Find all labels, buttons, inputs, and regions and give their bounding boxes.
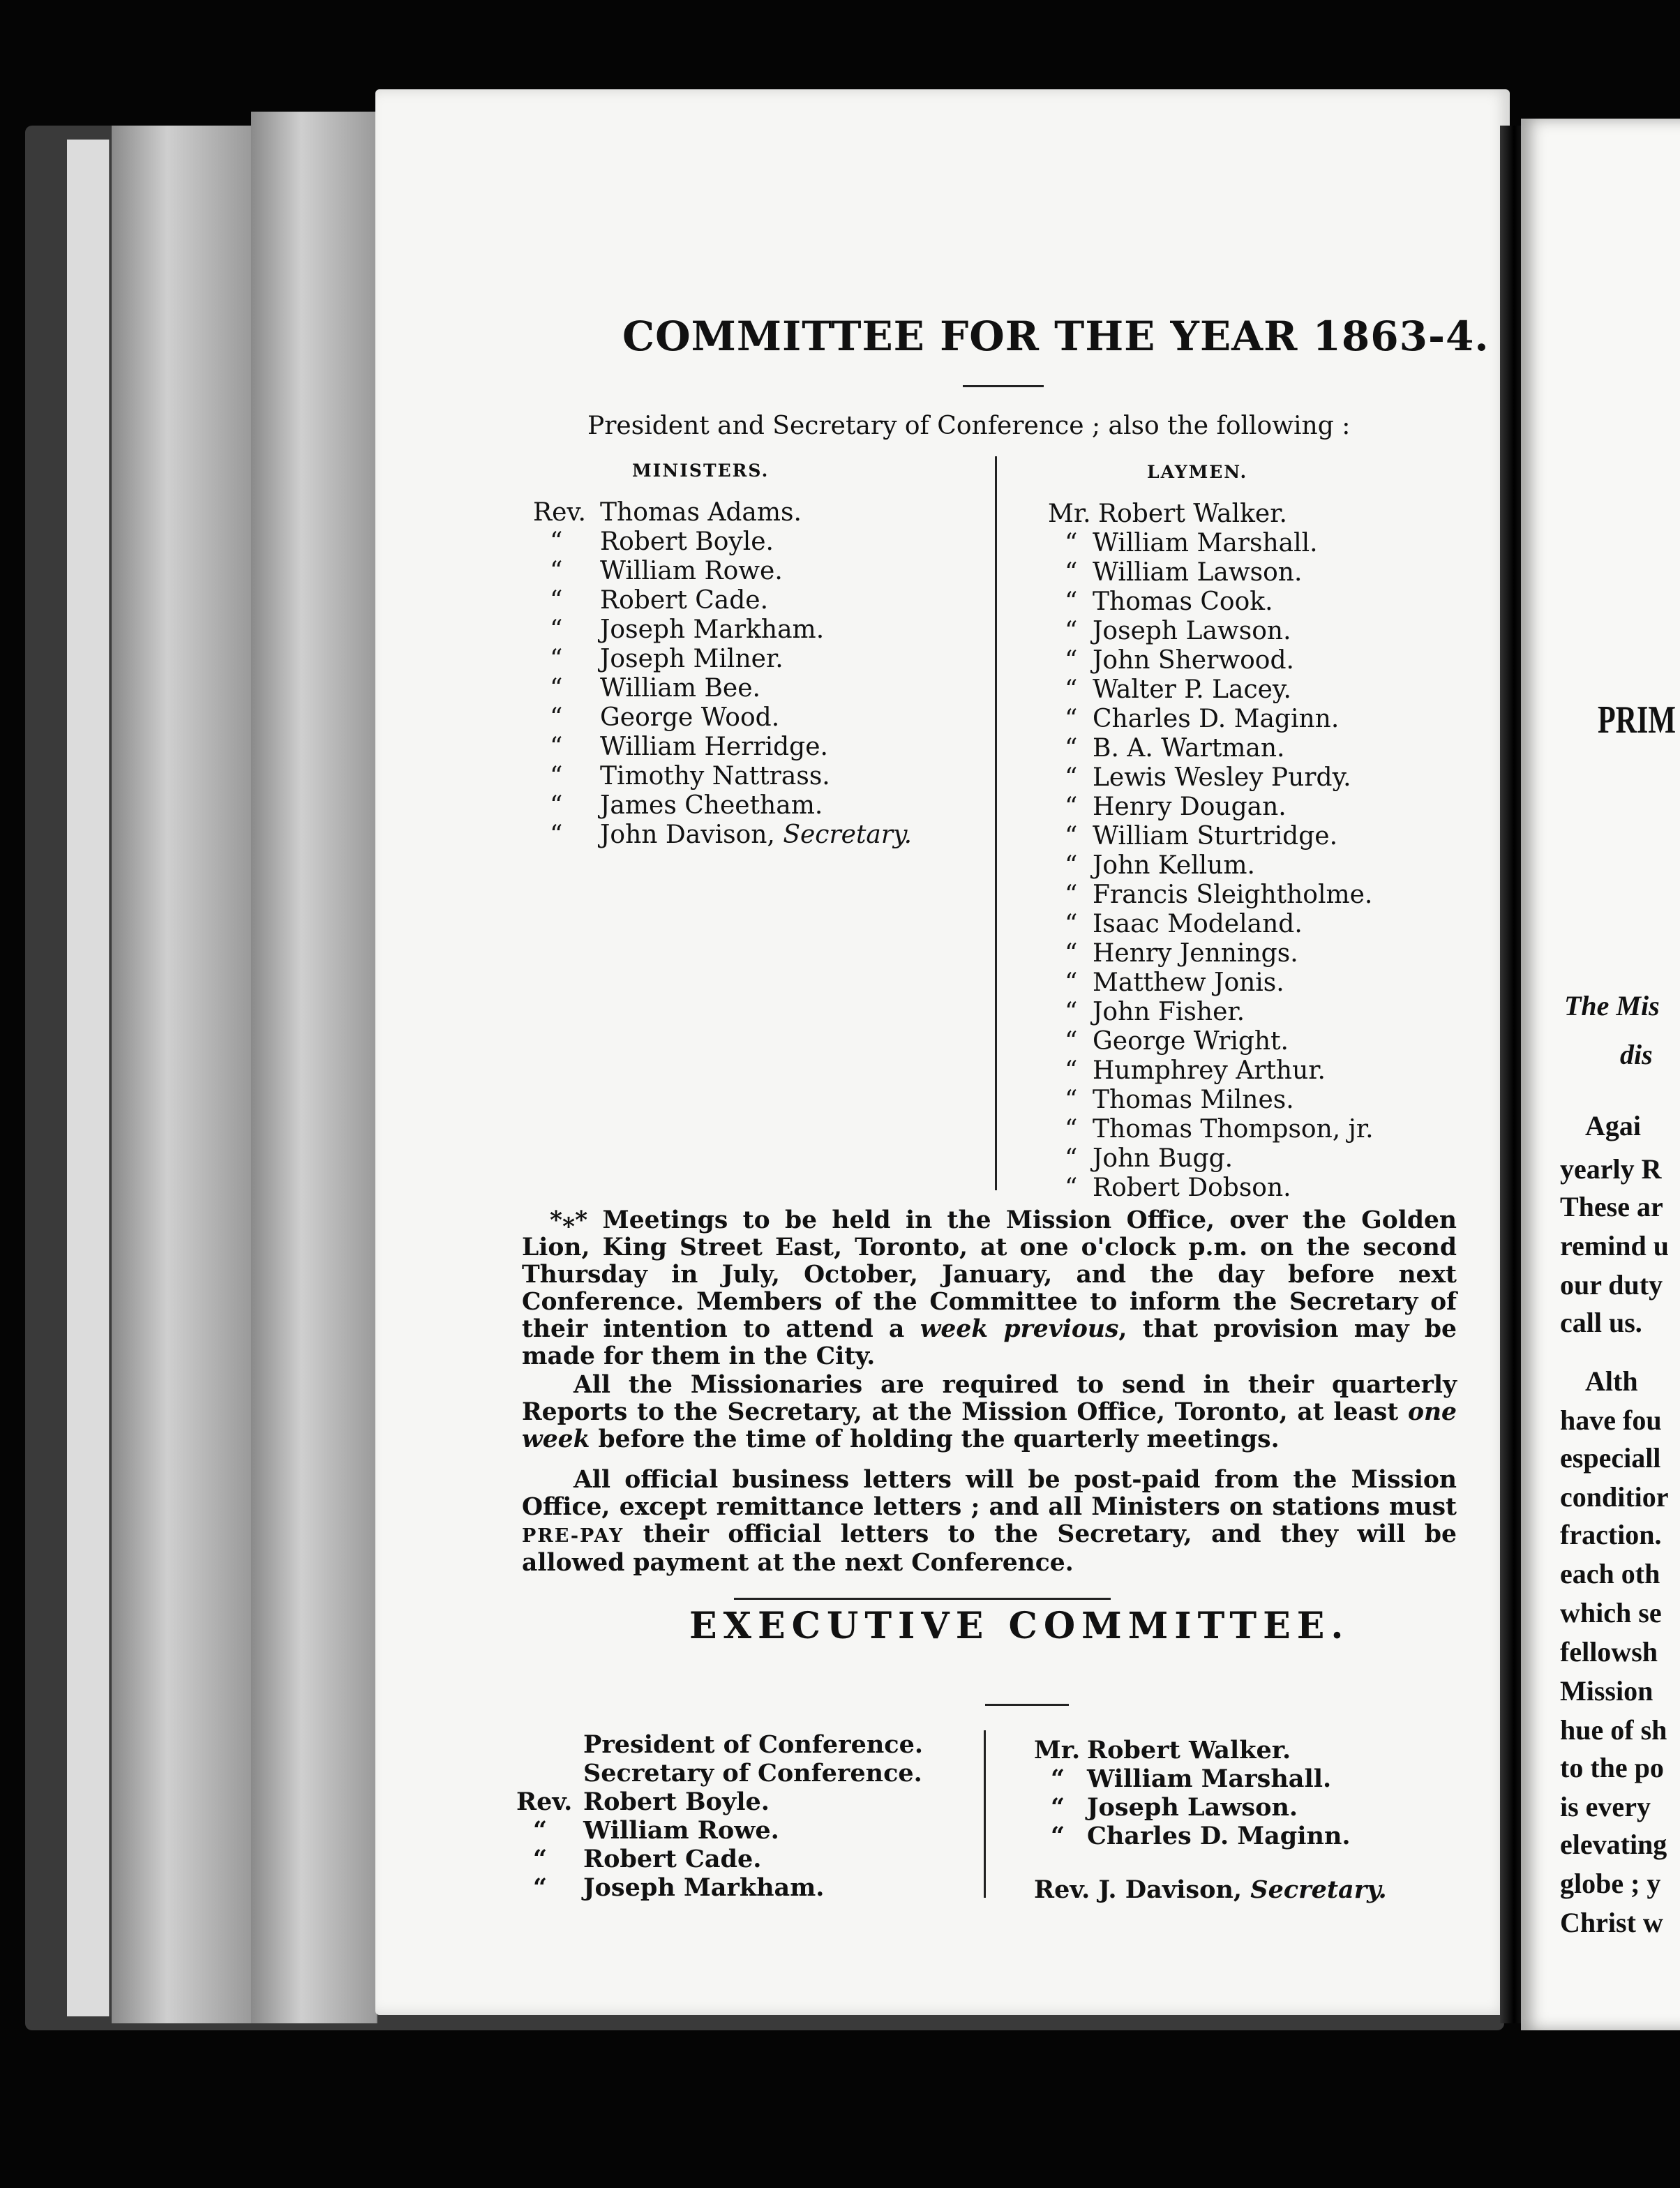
reports-text-1: All the Missionaries are required to send in their quarterly Reports to the Secretary, at the Mission Office, Toronto, at least xyxy=(522,1371,1457,1426)
executive-rule xyxy=(985,1704,1069,1706)
layman-prefix: “ xyxy=(1065,1086,1078,1114)
layman-prefix: Mr. xyxy=(1048,500,1091,528)
meetings-text-3: , that provision may be made for them in the City. xyxy=(522,1315,1457,1370)
layman-item xyxy=(1048,822,1374,851)
executive-left-item xyxy=(516,1788,923,1816)
layman-prefix: “ xyxy=(1065,822,1078,851)
right-page-line: which se xyxy=(1560,1597,1662,1628)
layman-item xyxy=(1048,851,1374,881)
layman-name: Henry Jennings. xyxy=(1093,939,1298,968)
layman-name: William Marshall. xyxy=(1093,529,1318,557)
executive-right-list xyxy=(1034,1736,1351,1850)
layman-item xyxy=(1048,529,1374,558)
executive-left-name: Robert Cade. xyxy=(583,1845,762,1873)
executive-left-item xyxy=(516,1873,923,1902)
layman-item xyxy=(1048,998,1374,1027)
minister-item xyxy=(533,645,912,674)
minister-prefix: “ xyxy=(550,791,563,820)
layman-prefix: “ xyxy=(1065,939,1078,968)
executive-secretary-name: Rev. J. Davison, xyxy=(1034,1875,1243,1904)
executive-right-name: Robert Walker. xyxy=(1087,1736,1291,1764)
meetings-text-1: Meetings to be held in the Mission Office, over the Golden Lion, King Street East, Toronto, at one o'clock p.m. on the second Thursday in July, October, January, and the day before next Conference. Members of the Committee to inform the Secretary of their intention to attend a xyxy=(522,1206,1457,1343)
right-page-line: Alth xyxy=(1585,1365,1638,1397)
executive-title: EXECUTIVE COMMITTEE. xyxy=(689,1605,1350,1647)
executive-left-name: Secretary of Conference. xyxy=(583,1759,922,1788)
layman-item xyxy=(1048,881,1374,910)
minister-prefix: “ xyxy=(550,703,563,732)
minister-prefix: “ xyxy=(550,557,563,585)
layman-item xyxy=(1048,763,1374,793)
minister-name: William Rowe. xyxy=(600,557,783,585)
right-page-line: globe ; y xyxy=(1560,1868,1661,1899)
layman-name: Henry Dougan. xyxy=(1093,793,1287,821)
page-title: COMMITTEE FOR THE YEAR 1863-4. xyxy=(622,313,1490,360)
executive-right-name: Joseph Lawson. xyxy=(1087,1793,1298,1822)
layman-prefix: “ xyxy=(1065,675,1078,704)
layman-name: John Bugg. xyxy=(1093,1144,1233,1173)
layman-name: Francis Sleightholme. xyxy=(1093,881,1373,909)
minister-prefix: “ xyxy=(550,645,563,673)
executive-right-prefix: “ xyxy=(1051,1764,1065,1793)
layman-item xyxy=(1048,705,1374,734)
right-page-line: to the po xyxy=(1560,1752,1664,1783)
right-page-line: Agai xyxy=(1585,1110,1641,1141)
reports-note xyxy=(522,1372,1457,1453)
layman-name: Robert Walker. xyxy=(1098,500,1287,528)
letters-text-3: their official letters to the Secretary, and they will be allowed payment at the next Conference. xyxy=(522,1520,1457,1577)
meetings-note xyxy=(522,1207,1457,1370)
ministers-list xyxy=(533,498,912,850)
executive-right-name: William Marshall. xyxy=(1087,1764,1332,1793)
layman-name: Robert Dobson. xyxy=(1093,1174,1291,1202)
minister-prefix: “ xyxy=(550,586,563,615)
minister-prefix: “ xyxy=(550,820,563,849)
layman-item xyxy=(1048,1086,1374,1115)
layman-prefix: “ xyxy=(1065,587,1078,616)
layman-name: William Sturtridge. xyxy=(1093,822,1338,851)
layman-prefix: “ xyxy=(1065,1174,1078,1202)
layman-name: B. A. Wartman. xyxy=(1093,734,1285,763)
layman-prefix: “ xyxy=(1065,763,1078,792)
executive-left-prefix: “ xyxy=(533,1816,548,1845)
executive-left-name: Joseph Markham. xyxy=(583,1873,825,1902)
layman-prefix: “ xyxy=(1065,734,1078,763)
layman-name: George Wright. xyxy=(1093,1027,1289,1056)
executive-right-name: Charles D. Maginn. xyxy=(1087,1822,1351,1850)
minister-prefix: “ xyxy=(550,527,563,556)
executive-divider xyxy=(984,1730,986,1898)
layman-item xyxy=(1048,675,1374,705)
minister-prefix: “ xyxy=(550,762,563,790)
executive-left-name: Robert Boyle. xyxy=(583,1788,770,1816)
layman-name: Matthew Jonis. xyxy=(1093,968,1284,997)
laymen-list xyxy=(1048,500,1374,1203)
reports-text-2: one week xyxy=(522,1398,1457,1453)
layman-item xyxy=(1048,587,1374,617)
right-page-line: These ar xyxy=(1560,1191,1663,1222)
layman-item xyxy=(1048,793,1374,822)
layman-prefix: “ xyxy=(1065,617,1078,645)
meetings-text-2: week previous xyxy=(920,1315,1119,1343)
right-page-line: fraction. xyxy=(1560,1519,1662,1550)
executive-left-item xyxy=(516,1759,923,1788)
executive-right-item xyxy=(1034,1764,1351,1793)
minister-item xyxy=(533,820,912,850)
minister-name: George Wood. xyxy=(600,703,780,732)
executive-right-prefix: “ xyxy=(1051,1793,1065,1822)
minister-item xyxy=(533,586,912,615)
layman-item xyxy=(1048,1027,1374,1056)
layman-item xyxy=(1048,500,1374,529)
minister-name: William Bee. xyxy=(600,674,760,703)
minister-item xyxy=(533,703,912,733)
minister-item xyxy=(533,615,912,645)
minister-name: Joseph Markham. xyxy=(600,615,825,644)
layman-prefix: “ xyxy=(1065,529,1078,557)
layman-prefix: “ xyxy=(1065,851,1078,880)
layman-item xyxy=(1048,1174,1374,1203)
executive-left-name: William Rowe. xyxy=(583,1816,779,1845)
minister-item xyxy=(533,527,912,557)
right-page-line: elevating xyxy=(1560,1829,1667,1860)
right-page-line: yearly R xyxy=(1560,1153,1662,1185)
layman-name: Walter P. Lacey. xyxy=(1093,675,1291,704)
layman-name: Joseph Lawson. xyxy=(1093,617,1291,645)
layman-name: William Lawson. xyxy=(1093,558,1303,587)
right-page-line: remind u xyxy=(1560,1230,1669,1261)
minister-prefix: “ xyxy=(550,615,563,644)
layman-item xyxy=(1048,968,1374,998)
layman-name: Charles D. Maginn. xyxy=(1093,705,1340,733)
layman-item xyxy=(1048,617,1374,646)
right-page-line: each oth xyxy=(1560,1558,1660,1589)
layman-name: Lewis Wesley Purdy. xyxy=(1093,763,1351,792)
right-page-italic-1: The Mis xyxy=(1564,990,1660,1021)
intro-line: President and Secretary of Conference ; also the following : xyxy=(587,412,1351,440)
layman-item xyxy=(1048,1144,1374,1174)
minister-prefix: Rev. xyxy=(533,498,586,527)
executive-secretary xyxy=(1034,1875,1387,1904)
executive-right-item xyxy=(1034,1793,1351,1822)
ministers-heading: MINISTERS. xyxy=(632,460,770,481)
title-rule xyxy=(963,385,1044,387)
layman-prefix: “ xyxy=(1065,968,1078,997)
minister-name: Timothy Nattrass. xyxy=(600,762,830,790)
layman-prefix: “ xyxy=(1065,646,1078,675)
minister-prefix: “ xyxy=(550,674,563,703)
minister-name: William Herridge. xyxy=(600,733,828,761)
layman-name: John Kellum. xyxy=(1093,851,1255,880)
layman-item xyxy=(1048,734,1374,763)
layman-item xyxy=(1048,1056,1374,1086)
page-edges xyxy=(67,140,110,2016)
column-divider xyxy=(995,456,997,1190)
layman-prefix: “ xyxy=(1065,1144,1078,1173)
executive-right-prefix: “ xyxy=(1051,1822,1065,1850)
minister-item xyxy=(533,498,912,527)
right-page-line: fellowsh xyxy=(1560,1636,1658,1668)
right-page-line: Mission xyxy=(1560,1675,1653,1707)
minister-name: Robert Cade. xyxy=(600,586,769,615)
executive-left-item xyxy=(516,1845,923,1873)
layman-item xyxy=(1048,939,1374,968)
minister-item xyxy=(533,791,912,820)
executive-right-prefix: Mr. xyxy=(1034,1736,1081,1764)
executive-left-item xyxy=(516,1816,923,1845)
minister-name: Joseph Milner. xyxy=(600,645,783,673)
right-page-line: conditior xyxy=(1560,1481,1669,1513)
layman-item xyxy=(1048,1115,1374,1144)
layman-item xyxy=(1048,558,1374,587)
section-rule xyxy=(734,1598,1111,1600)
executive-left-prefix: “ xyxy=(533,1845,548,1873)
layman-prefix: “ xyxy=(1065,705,1078,733)
layman-item xyxy=(1048,910,1374,939)
layman-prefix: “ xyxy=(1065,1027,1078,1056)
letters-note xyxy=(522,1467,1457,1577)
executive-right-item xyxy=(1034,1822,1351,1850)
right-page-heading: PRIM xyxy=(1598,698,1676,742)
right-page-line: have fou xyxy=(1560,1404,1662,1436)
executive-left-prefix: “ xyxy=(533,1873,548,1902)
right-page-line: call us. xyxy=(1560,1307,1642,1338)
layman-name: Isaac Modeland. xyxy=(1093,910,1303,938)
layman-name: Humphrey Arthur. xyxy=(1093,1056,1326,1085)
layman-name: Thomas Milnes. xyxy=(1093,1086,1294,1114)
minister-name: John Davison, xyxy=(600,820,775,849)
letters-text-2: PRE-PAY xyxy=(522,1525,624,1547)
minister-name: James Cheetham. xyxy=(600,791,823,820)
minister-name: Robert Boyle. xyxy=(600,527,774,556)
layman-name: John Sherwood. xyxy=(1093,646,1294,675)
executive-secretary-role: Secretary. xyxy=(1250,1875,1387,1904)
layman-name: Thomas Cook. xyxy=(1093,587,1273,616)
minister-role: Secretary. xyxy=(774,820,913,849)
layman-prefix: “ xyxy=(1065,881,1078,909)
layman-prefix: “ xyxy=(1065,793,1078,821)
page-edges xyxy=(251,112,378,2023)
right-page-line: our duty xyxy=(1560,1269,1663,1301)
layman-prefix: “ xyxy=(1065,998,1078,1026)
layman-prefix: “ xyxy=(1065,1115,1078,1144)
executive-right-item xyxy=(1034,1736,1351,1764)
minister-name: Thomas Adams. xyxy=(600,498,802,527)
minister-item xyxy=(533,762,912,791)
executive-left-list xyxy=(516,1730,923,1902)
layman-item xyxy=(1048,646,1374,675)
laymen-heading: LAYMEN. xyxy=(1147,462,1248,482)
right-page-line: Christ w xyxy=(1560,1907,1663,1938)
layman-prefix: “ xyxy=(1065,1056,1078,1085)
page-edges xyxy=(112,126,253,2023)
right-page-italic-2: dis xyxy=(1620,1039,1653,1070)
minister-prefix: “ xyxy=(550,733,563,761)
asterism: *⁎* xyxy=(550,1206,588,1234)
layman-name: John Fisher. xyxy=(1093,998,1245,1026)
minister-item xyxy=(533,733,912,762)
minister-item xyxy=(533,557,912,586)
letters-text-1: All official business letters will be post-paid from the Mission Office, except remittance letters ; and all Ministers on stations must xyxy=(522,1466,1457,1521)
executive-left-name: President of Conference. xyxy=(583,1730,924,1759)
right-page-line: is every xyxy=(1560,1791,1651,1822)
executive-left-prefix: Rev. xyxy=(516,1788,573,1816)
right-page-line: hue of sh xyxy=(1560,1714,1667,1746)
layman-name: Thomas Thompson, jr. xyxy=(1093,1115,1374,1144)
executive-left-item xyxy=(516,1730,923,1759)
reports-text-3: before the time of holding the quarterly meetings. xyxy=(590,1425,1280,1453)
layman-prefix: “ xyxy=(1065,910,1078,938)
right-page-line: especiall xyxy=(1560,1442,1661,1474)
layman-prefix: “ xyxy=(1065,558,1078,587)
minister-item xyxy=(533,674,912,703)
